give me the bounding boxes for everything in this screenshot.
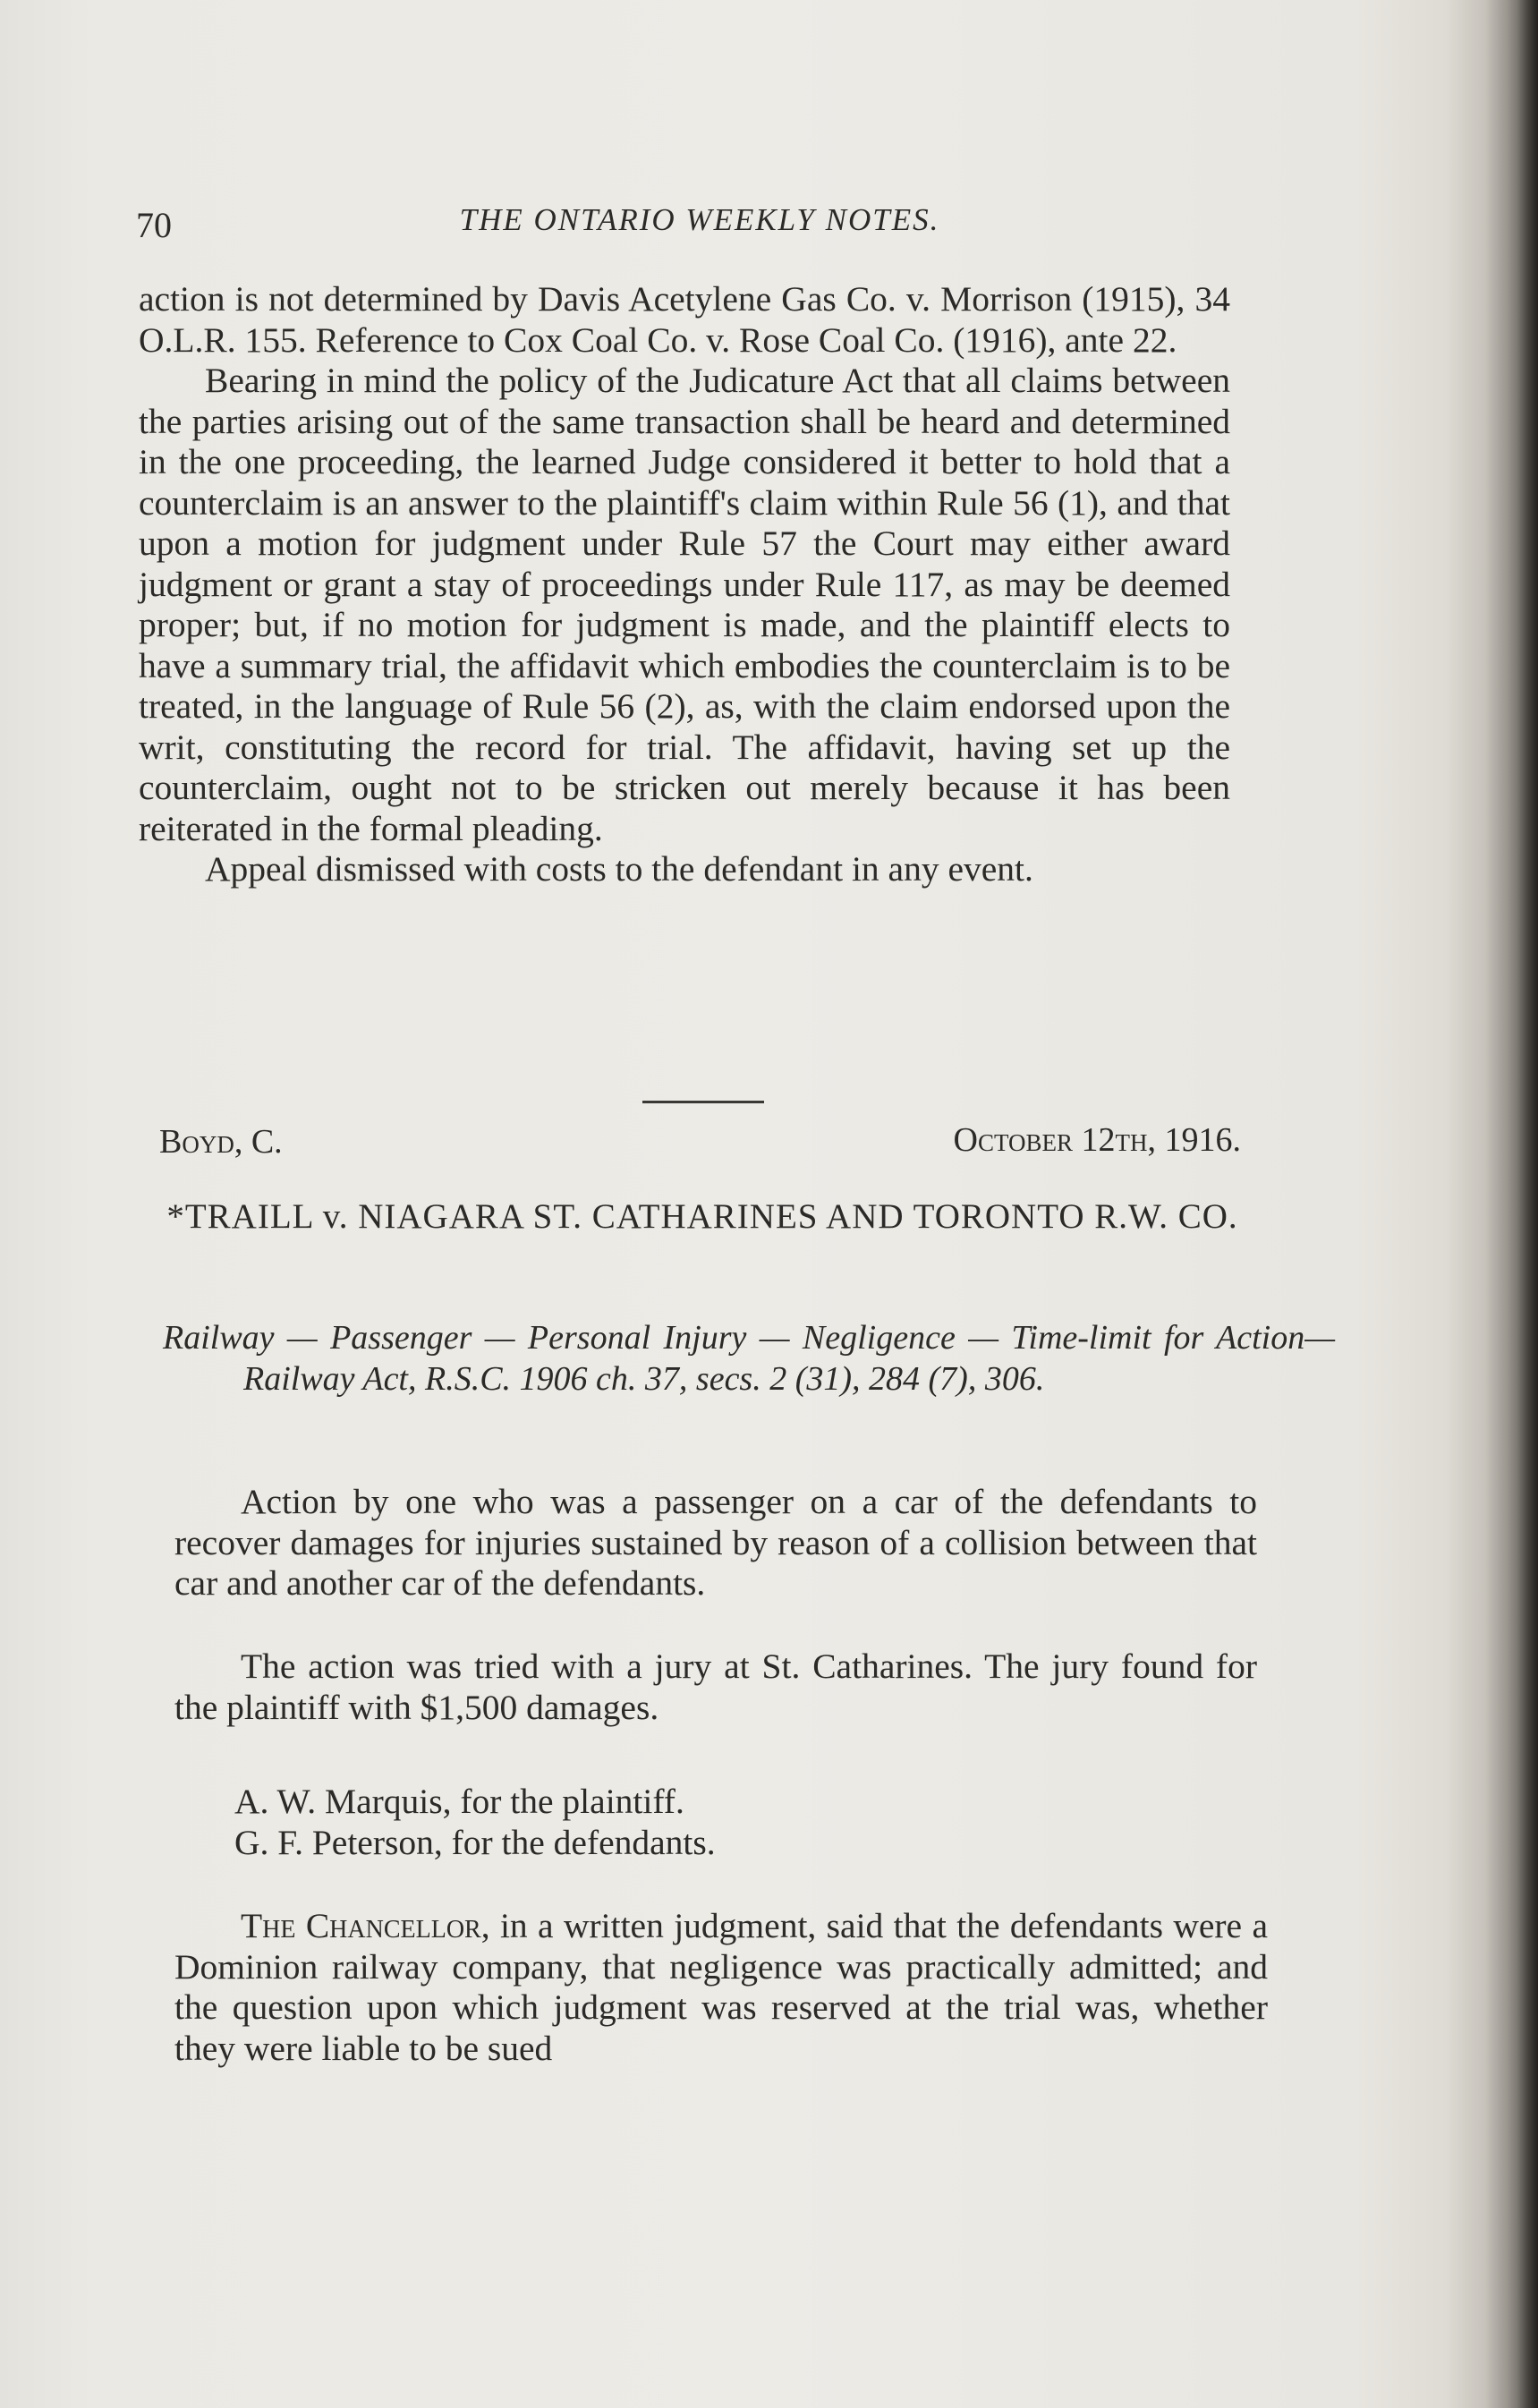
- page-number: 70: [136, 205, 172, 245]
- case-trial: [174, 1646, 1257, 1728]
- chancellor-lead: The Chancellor,: [241, 1906, 490, 1945]
- running-head: THE ONTARIO WEEKLY NOTES.: [459, 202, 940, 237]
- carryover-section: [139, 279, 1230, 890]
- counsel-plaintiff: A. W. Marquis, for the plaintiff.: [234, 1782, 684, 1821]
- counsel-defendants: G. F. Peterson, for the defendants.: [234, 1823, 716, 1862]
- judgment-section: [174, 1906, 1268, 2069]
- paragraph-carryover: action is not determined by Davis Acetylene Gas Co. v. Morrison (1915), 34 O.L.R. 155. Reference to Cox Coal Co. v. Rose Coal Co. (1916), ante 22.: [139, 279, 1230, 360]
- headnote: Railway — Passenger — Personal Injury — Negligence — Time-limit for Action—Railway Act, R.S.C. 1906 ch. 37, secs. 2 (31), 284 (7), 306.: [163, 1319, 1335, 1398]
- paragraph-judicature: Bearing in mind the policy of the Judicature Act that all claims between the parties arising out of the same transaction shall be heard and determined in the one proceeding, the learned Judge considered it better to hold that a counterclaim is an answer to the plaintiff's claim within Rule 56 (1), and that upon a motion for judgment under Rule 57 the Court may either award judgment or grant a stay of proceedings under Rule 117, as may be deemed proper; but, if no motion for judgment is made, and the plaintiff elects to have a summary trial, the affidavit which embodies the counterclaim is to be treated, in the language of Rule 56 (2), as, with the claim endorsed upon the writ, constituting the record for trial. The affidavit, having set up the counterclaim, ought not to be stricken out merely because it has been reiterated in the formal pleading.: [139, 361, 1230, 848]
- case-intro: [174, 1482, 1257, 1604]
- paragraph-disposition: Appeal dismissed with costs to the defendant in any event.: [205, 849, 1033, 889]
- case-title: *TRAILL v. NIAGARA ST. CATHARINES AND TORONTO R.W. CO.: [166, 1197, 1238, 1236]
- paragraph-judgment: [174, 1906, 1268, 2069]
- section-divider: [642, 1101, 764, 1103]
- page-header: [136, 199, 1263, 252]
- judgment-date: October 12th, 1916.: [953, 1121, 1241, 1159]
- paragraph-trial: The action was tried with a jury at St. Catharines. The jury found for the plaintiff with $1,500 damages.: [174, 1646, 1257, 1727]
- judgment-text: in a written judgment, said that the defendants were a Dominion railway company, that negligence was practically admitted; and the question upon which judgment was reserved at the trial was, whether they were liable to be sued: [174, 1906, 1268, 2068]
- judge-name: Boyd, C.: [159, 1123, 283, 1161]
- paragraph-action: Action by one who was a passenger on a car of the defendants to recover damages for injuries sustained by reason of a collision between that car and another car of the defendants.: [174, 1482, 1257, 1603]
